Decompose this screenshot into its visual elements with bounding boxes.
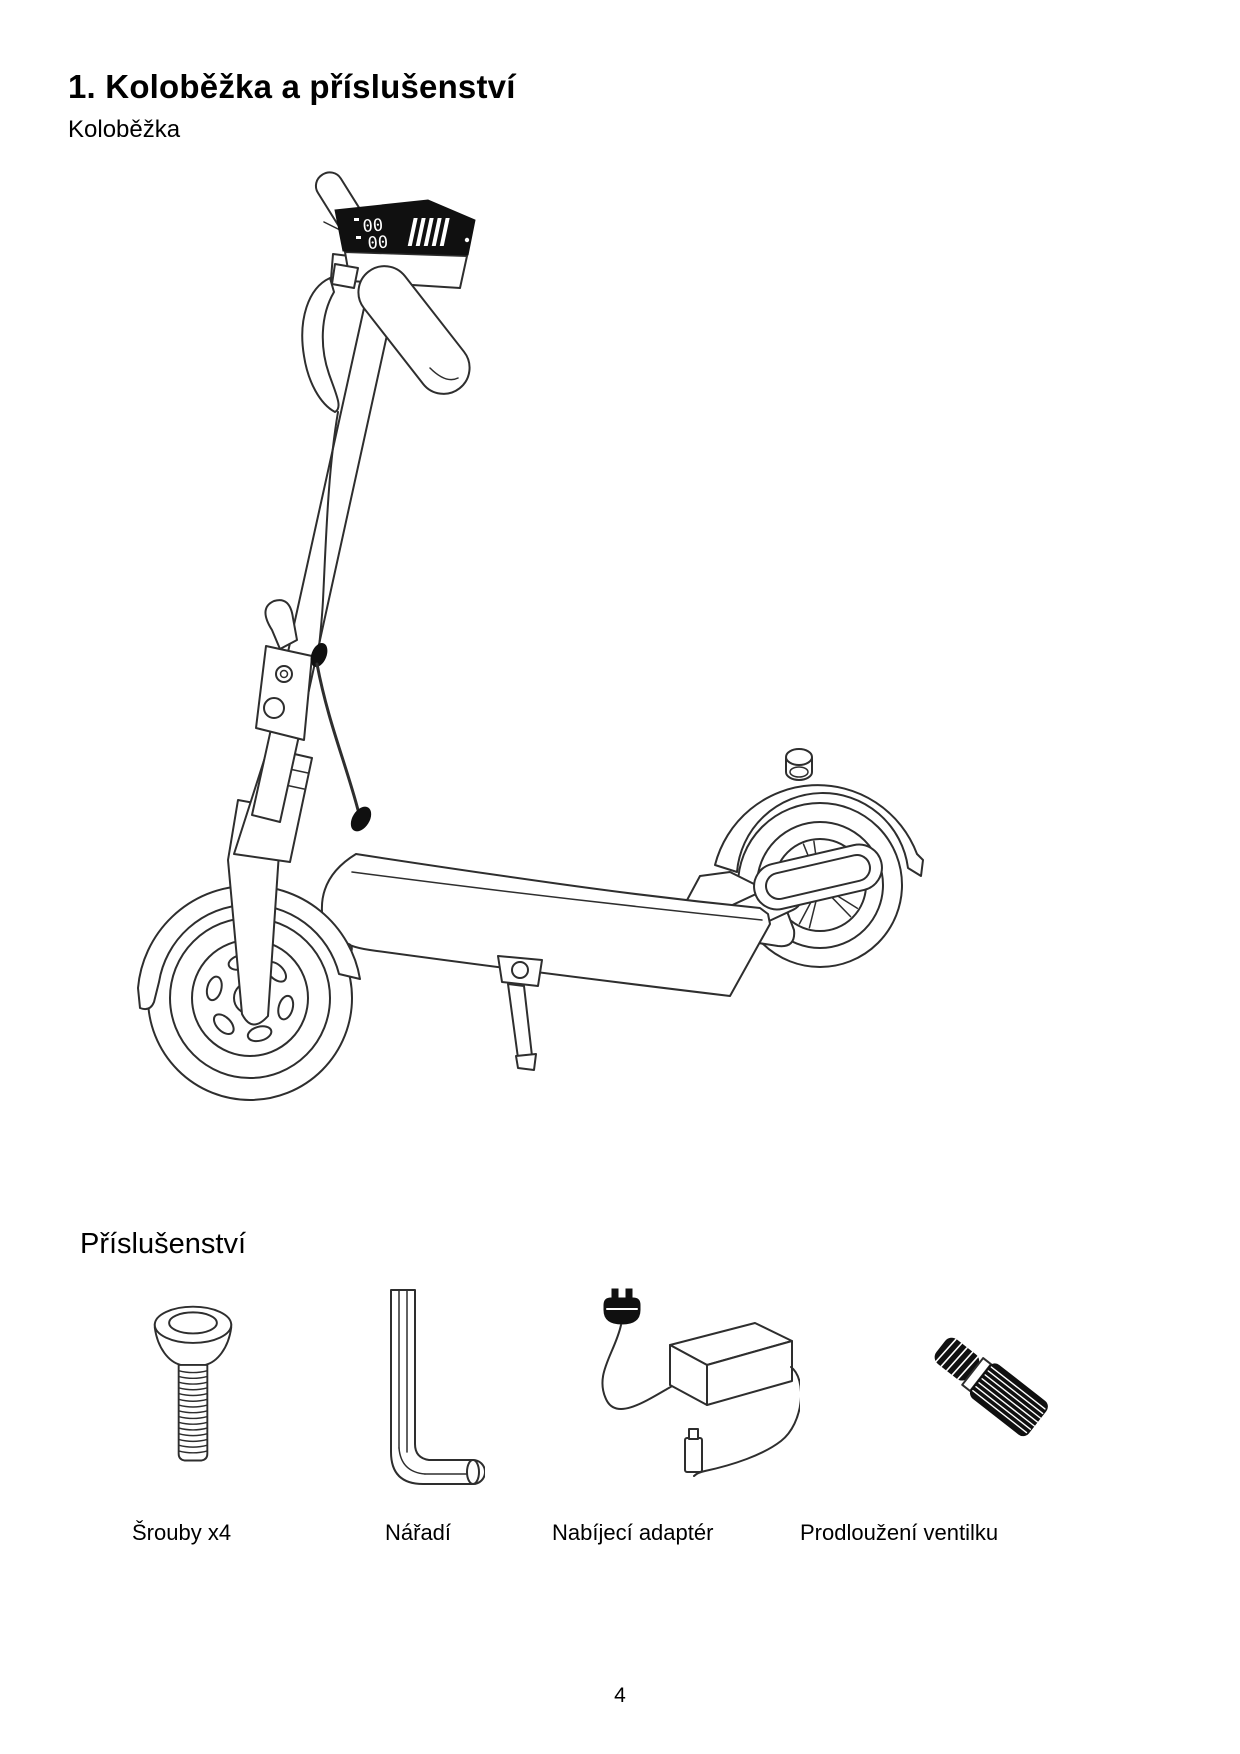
display-digits-row1: 00 xyxy=(361,215,384,237)
hex-key-icon xyxy=(385,1286,485,1496)
kickstand xyxy=(498,956,542,1070)
power-brick xyxy=(670,1323,792,1405)
section-title-accessories: Příslušenství xyxy=(80,1228,246,1260)
plug xyxy=(604,1289,640,1324)
handlebar xyxy=(302,167,480,412)
fender-hook xyxy=(786,749,812,780)
display-digits-row2: 00 xyxy=(366,232,389,254)
brake-lever xyxy=(302,278,338,412)
page-number: 4 xyxy=(614,1684,626,1707)
accessory-label-screws: Šrouby x4 xyxy=(132,1520,232,1545)
accessory-label-valve: Prodloužení ventilku xyxy=(800,1520,999,1545)
display xyxy=(335,200,475,255)
section-title-scooter: Koloběžka xyxy=(68,116,181,143)
accessory-label-tool: Nářadí xyxy=(385,1520,452,1545)
charger-connector xyxy=(685,1429,702,1472)
scooter-illustration xyxy=(130,160,930,1120)
screw-icon xyxy=(150,1300,236,1470)
page-title: 1. Koloběžka a příslušenství xyxy=(68,68,516,105)
accessory-label-adapter: Nabíjecí adaptér xyxy=(552,1520,714,1545)
charging-adapter-icon xyxy=(585,1283,800,1495)
valve-extension-icon xyxy=(920,1308,1060,1466)
